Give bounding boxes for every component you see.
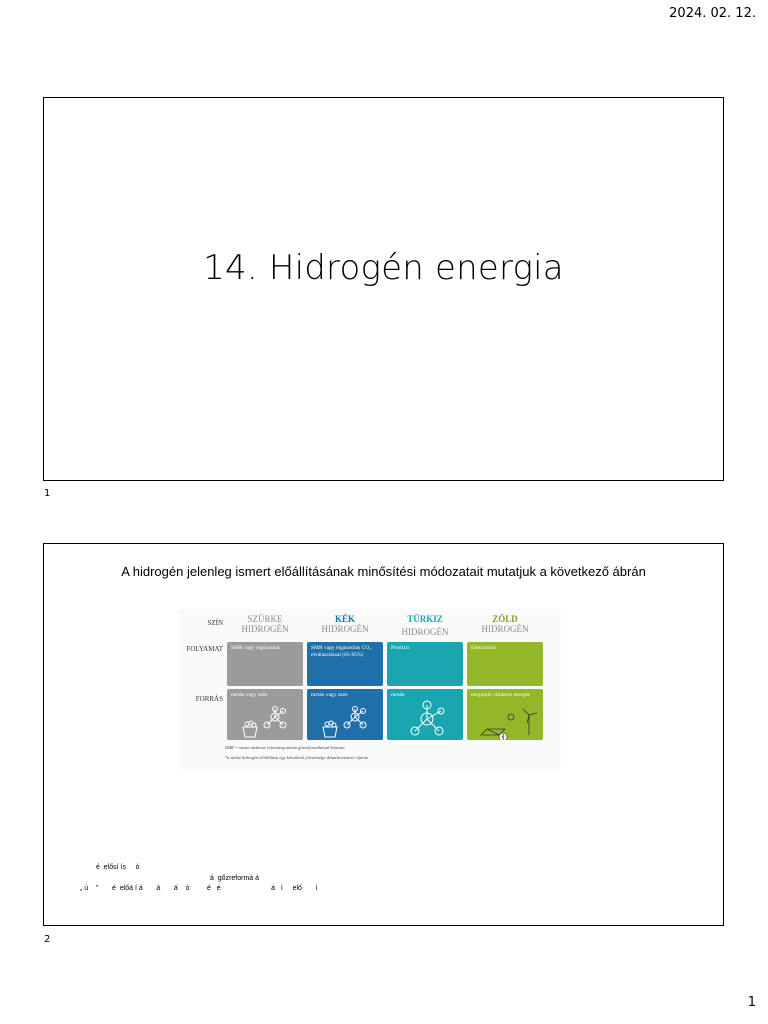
column-head-turquoise: TÜRKIZ HIDROGÉN — [401, 614, 449, 637]
garbled-text-line-3: „ ú " é előá í á á á ó é é á í elő í — [80, 885, 318, 892]
source-blue — [307, 689, 383, 740]
source-green-label: megújuló villamos energia — [471, 692, 530, 698]
slide-heading: A hidrogén jelenleg ismert előállításának minősítési módozatait mutatjuk a következő ábrán — [121, 564, 646, 579]
header-date: 2024. 02. 12. — [669, 6, 756, 21]
coal-methane-icon — [227, 689, 303, 740]
slide-2 — [43, 543, 724, 926]
footnote-turquoise: *a türkiz hidrogén előállítása egy következő jelentősége dekarbonizáció eljárás — [225, 755, 369, 760]
hydrogen-color-infographic — [179, 609, 561, 769]
coal-methane-icon — [307, 689, 383, 740]
process-gray: SMR vagy elgázosítás — [227, 642, 303, 686]
garbled-text-line-1: é elősí ís ó — [96, 864, 140, 871]
page-number: 1 — [747, 995, 756, 1010]
footnote-smr: SMR = steam methane reforming metán gőzreformálással bontása — [225, 745, 345, 750]
row-label-color: SZÍN — [207, 619, 223, 627]
process-turquoise: Pirolízis — [387, 642, 463, 686]
source-green — [467, 689, 543, 740]
slide-title: 14. Hidrogén energia — [203, 248, 564, 288]
row-label-source: FORRÁS — [195, 695, 223, 703]
source-gray-label: metán vagy szén — [231, 692, 268, 698]
garbled-text-line-2: á gőzreformá á — [210, 875, 260, 882]
column-head-green: ZÖLD HIDROGÉN — [481, 614, 529, 634]
process-green: Elektrolízis — [467, 642, 543, 686]
column-head-blue: KÉK HIDROGÉN — [321, 614, 369, 634]
solar-wind-icon — [467, 689, 543, 740]
slide-number: 1 — [44, 488, 51, 499]
row-label-process: FOLYAMAT — [186, 645, 223, 653]
slide-number: 2 — [44, 934, 51, 945]
slide-1 — [43, 97, 724, 481]
process-blue: SMR vagy elgázosítás CO₂ elválasztással (85-95%) — [307, 642, 383, 686]
column-head-gray: SZÜRKE HIDROGÉN — [241, 614, 289, 634]
source-blue-label: metán vagy szén — [311, 692, 348, 698]
source-gray — [227, 689, 303, 740]
source-turquoise — [387, 689, 463, 740]
methane-molecule-icon — [387, 689, 463, 740]
source-turquoise-label: metán — [391, 692, 405, 698]
